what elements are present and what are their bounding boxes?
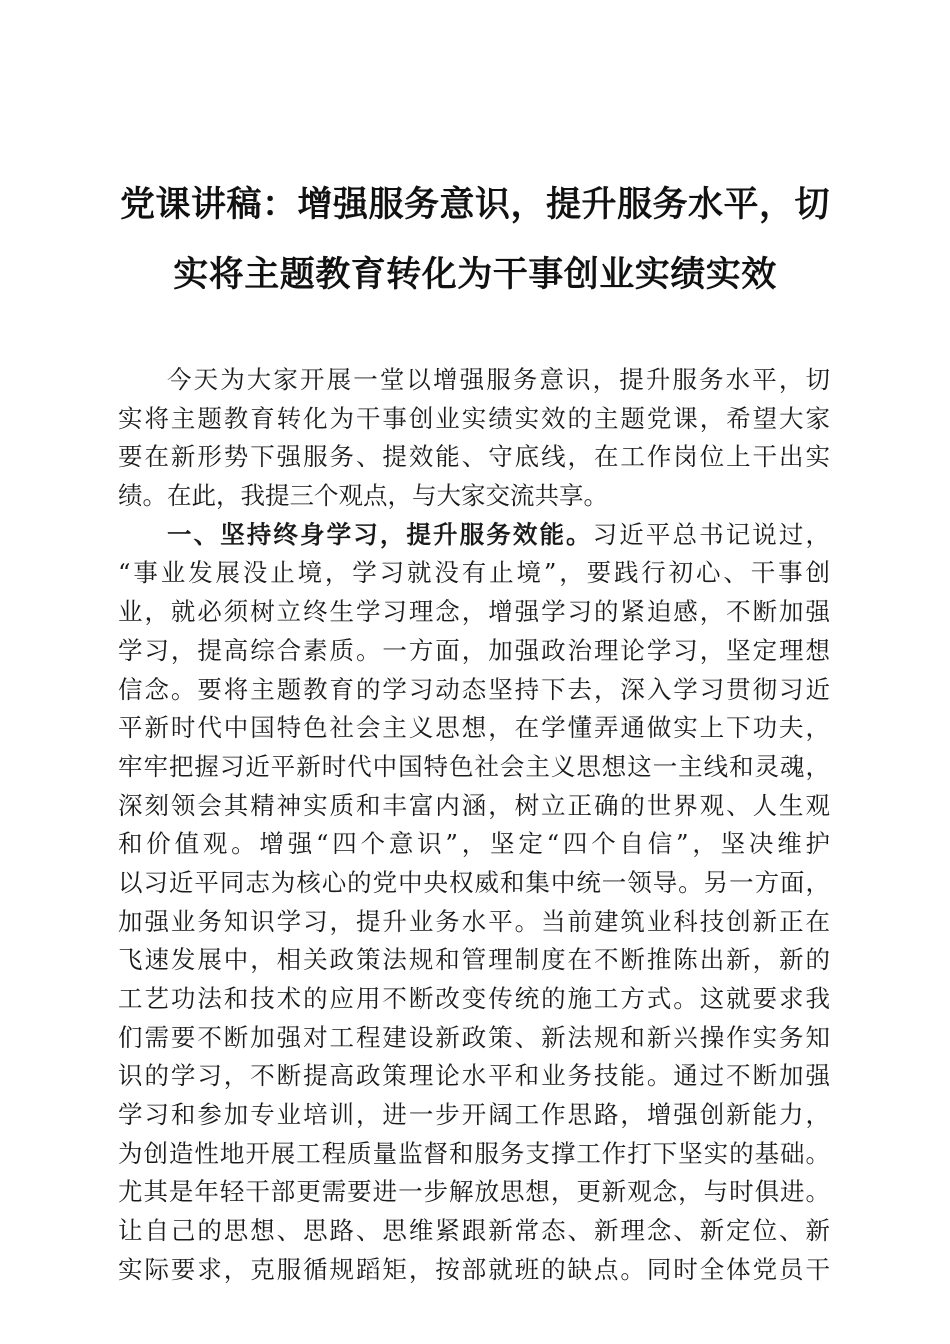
document-title	[110, 170, 840, 310]
body-line: 以习近平同志为核心的党中央权威和集中统一领导。另一方面，	[118, 867, 830, 897]
body-line: “事业发展没止境，学习就没有止境”，要践行初心、干事创	[118, 558, 830, 588]
body-line: 实将主题教育转化为干事创业实绩实效的主题党课，希望大家	[118, 403, 830, 433]
body-line: 识的学习，不断提高政策理论水平和业务技能。通过不断加强	[118, 1061, 830, 1091]
body-line: 和价值观。增强“四个意识”，坚定“四个自信”，坚决维护	[118, 829, 830, 859]
body-line: 牢牢把握习近平新时代中国特色社会主义思想这一主线和灵魂，	[118, 751, 830, 781]
body-line: 今天为大家开展一堂以增强服务意识，提升服务水平，切	[167, 365, 830, 394]
title-line: 党课讲稿：增强服务意识，提升服务水平，切	[119, 185, 830, 225]
body-line: 尤其是年轻干部更需要进一步解放思想，更新观念，与时俱进。	[118, 1177, 830, 1207]
document-body	[118, 361, 830, 1290]
section-heading: 一、坚持终身学习，提升服务效能。	[167, 519, 593, 549]
body-line: 要在新形势下强服务、提效能、守底线，在工作岗位上干出实	[118, 442, 830, 472]
body-line: 平新时代中国特色社会主义思想，在学懂弄通做实上下功夫，	[118, 713, 830, 743]
body-line: 加强业务知识学习，提升业务水平。当前建筑业科技创新正在	[118, 906, 830, 936]
body-line: 信念。要将主题教育的学习动态坚持下去，深入学习贯彻习近	[118, 674, 830, 704]
body-line: 绩。在此，我提三个观点，与大家交流共享。	[118, 481, 608, 511]
body-line: 实际要求，克服循规蹈矩，按部就班的缺点。同时全体党员干	[118, 1254, 830, 1284]
body-line: 们需要不断加强对工程建设新政策、新法规和新兴操作实务知	[118, 1022, 830, 1052]
body-line: 飞速发展中，相关政策法规和管理制度在不断推陈出新，新的	[118, 945, 830, 975]
body-line: 让自己的思想、思路、思维紧跟新常态、新理念、新定位、新	[118, 1216, 830, 1246]
body-line: 业，就必须树立终生学习理念，增强学习的紧迫感，不断加强	[118, 597, 830, 627]
section-heading-rest: 习近平总书记说过，	[592, 519, 830, 549]
title-line: 实将主题教育转化为干事创业实绩实效	[173, 255, 777, 295]
body-line: 为创造性地开展工程质量监督和服务支撑工作打下坚实的基础。	[118, 1138, 830, 1168]
body-line: 工艺功法和技术的应用不断改变传统的施工方式。这就要求我	[118, 984, 830, 1013]
body-line: 深刻领会其精神实质和丰富内涵，树立正确的世界观、人生观	[118, 790, 830, 820]
body-line: 学习，提高综合素质。一方面，加强政治理论学习，坚定理想	[118, 635, 830, 665]
section-heading-line	[118, 516, 830, 555]
body-line: 学习和参加专业培训，进一步开阔工作思路，增强创新能力，	[118, 1100, 830, 1130]
